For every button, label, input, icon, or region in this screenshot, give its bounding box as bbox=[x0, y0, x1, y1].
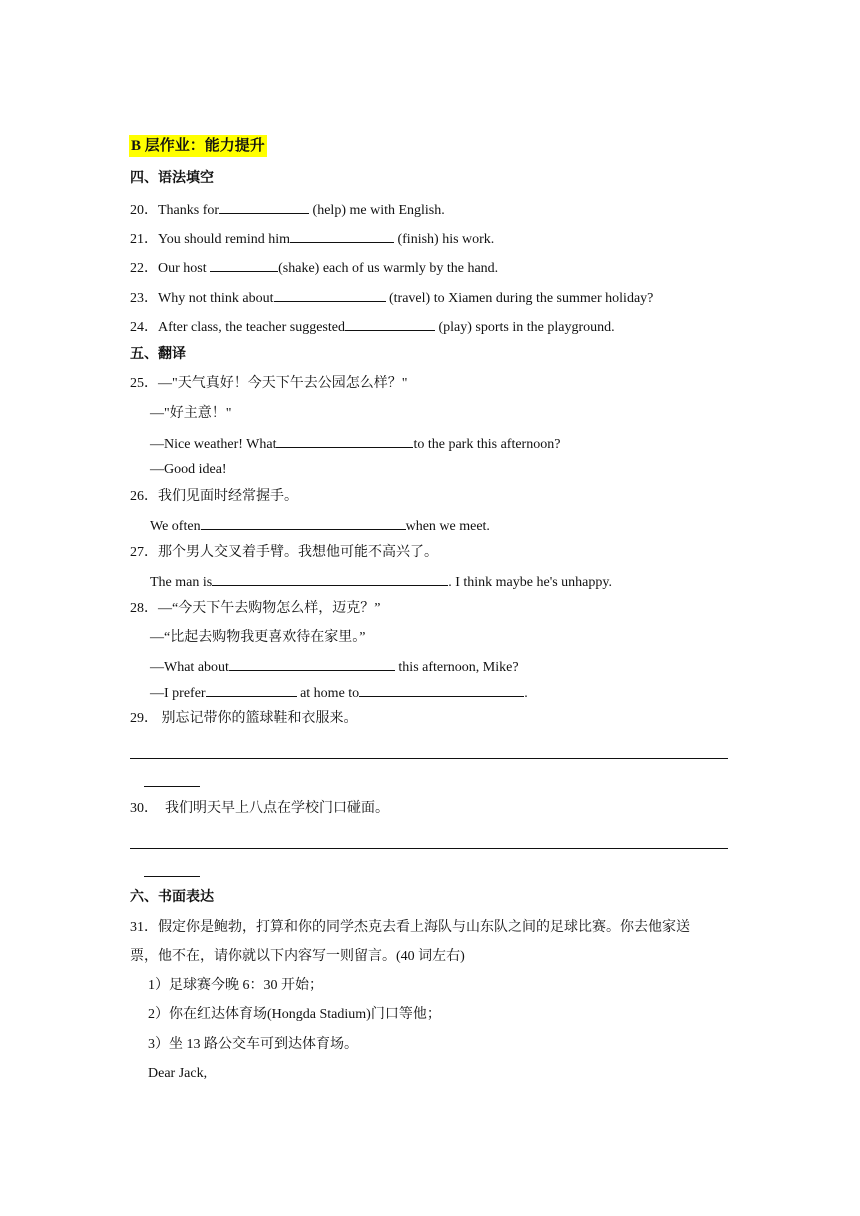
question-24 bbox=[130, 317, 615, 337]
answer-blank[interactable] bbox=[229, 657, 395, 671]
question-number: 22． bbox=[130, 261, 158, 276]
writing-point-1: 1）足球赛今晚 6：30 开始； bbox=[148, 978, 323, 993]
question-number: 24． bbox=[130, 320, 158, 335]
question-text: (travel) to Xiamen during the summer holiday? bbox=[385, 291, 654, 306]
answer-line[interactable] bbox=[144, 876, 200, 877]
question-text: 别忘记带你的篮球鞋和衣服来。 bbox=[158, 711, 358, 726]
question-number: 30． bbox=[130, 801, 158, 816]
question-26-cn bbox=[130, 488, 298, 506]
question-27-cn bbox=[130, 544, 438, 562]
question-28-cn-reply: —“比起去购物我更喜欢待在家里。” bbox=[150, 630, 366, 645]
question-26-en bbox=[150, 516, 490, 536]
question-22 bbox=[130, 258, 498, 278]
question-27-en bbox=[150, 572, 612, 592]
question-text: —Nice weather! What bbox=[150, 437, 277, 452]
question-text: The man is bbox=[150, 575, 213, 590]
question-text: 我们明天早上八点在学校门口碰面。 bbox=[158, 801, 389, 816]
answer-line[interactable] bbox=[144, 786, 200, 787]
question-31-line1 bbox=[130, 919, 690, 937]
section-title: B 层作业：能力提升 bbox=[129, 135, 267, 157]
question-text: Our host bbox=[158, 261, 211, 276]
question-31-line2: 票，他不在，请你就以下内容写一则留言。(40 词左右) bbox=[130, 949, 465, 964]
question-text: (help) me with English. bbox=[309, 203, 445, 218]
question-number: 26． bbox=[130, 489, 158, 504]
answer-blank[interactable] bbox=[201, 516, 406, 530]
question-number: 31． bbox=[130, 920, 158, 935]
question-text: —"天气真好！今天下午去公园怎么样？" bbox=[158, 376, 408, 391]
question-number: 29． bbox=[130, 711, 158, 726]
question-29-cn bbox=[130, 710, 358, 728]
question-text: —What about bbox=[150, 660, 229, 675]
answer-blank[interactable] bbox=[345, 317, 435, 331]
question-text: . bbox=[524, 686, 528, 701]
question-text: Thanks for bbox=[158, 203, 220, 218]
letter-greeting: Dear Jack, bbox=[148, 1066, 208, 1081]
question-number: 23． bbox=[130, 291, 158, 306]
question-text: —I prefer bbox=[150, 686, 206, 701]
question-text: when we meet. bbox=[405, 519, 490, 534]
question-25-cn bbox=[130, 375, 407, 393]
question-text: . I think maybe he's unhappy. bbox=[448, 575, 612, 590]
question-text: this afternoon, Mike? bbox=[394, 660, 519, 675]
answer-line[interactable] bbox=[130, 848, 728, 849]
writing-point-2: 2）你在红达体育场(Hongda Stadium)门口等他； bbox=[148, 1007, 441, 1022]
answer-blank[interactable] bbox=[276, 434, 413, 448]
question-text: Why not think about bbox=[158, 291, 274, 306]
question-text: We often bbox=[150, 519, 201, 534]
answer-blank[interactable] bbox=[212, 572, 448, 586]
question-text: After class, the teacher suggested bbox=[158, 320, 345, 335]
question-23 bbox=[130, 288, 653, 308]
question-28-en bbox=[150, 657, 519, 677]
question-text: —“今天下午去购物怎么样，迈克？” bbox=[158, 601, 381, 616]
question-text: (play) sports in the playground. bbox=[434, 320, 615, 335]
writing-point-3: 3）坐 13 路公交车可到达体育场。 bbox=[148, 1037, 358, 1052]
part4-heading: 四、语法填空 bbox=[130, 171, 214, 186]
question-text: 假定你是鲍勃，打算和你的同学杰克去看上海队与山东队之间的足球比赛。你去他家送 bbox=[158, 920, 690, 935]
answer-blank[interactable] bbox=[359, 683, 524, 697]
answer-blank[interactable] bbox=[210, 258, 278, 272]
answer-blank[interactable] bbox=[290, 229, 394, 243]
question-number: 27． bbox=[130, 545, 158, 560]
question-text: You should remind him bbox=[158, 232, 290, 247]
question-28-en-reply bbox=[150, 683, 528, 703]
answer-line[interactable] bbox=[130, 758, 728, 759]
question-text: at home to bbox=[296, 686, 360, 701]
question-text: 我们见面时经常握手。 bbox=[158, 489, 298, 504]
question-number: 28． bbox=[130, 601, 158, 616]
question-30-cn bbox=[130, 800, 389, 818]
question-20 bbox=[130, 200, 445, 220]
answer-blank[interactable] bbox=[206, 683, 297, 697]
question-25-en-reply: —Good idea! bbox=[150, 462, 227, 477]
question-21 bbox=[130, 229, 494, 249]
question-25-cn-reply: —"好主意！" bbox=[150, 406, 232, 421]
question-25-en bbox=[150, 434, 560, 454]
question-text: (shake) each of us warmly by the hand. bbox=[278, 261, 499, 276]
question-28-cn bbox=[130, 600, 380, 618]
question-number: 25． bbox=[130, 376, 158, 391]
question-number: 20． bbox=[130, 203, 158, 218]
question-number: 21． bbox=[130, 232, 158, 247]
question-text: to the park this afternoon? bbox=[413, 437, 561, 452]
question-text: 那个男人交叉着手臂。我想他可能不高兴了。 bbox=[158, 545, 438, 560]
part6-heading: 六、书面表达 bbox=[130, 890, 214, 905]
answer-blank[interactable] bbox=[219, 200, 309, 214]
part5-heading: 五、翻译 bbox=[130, 347, 186, 362]
answer-blank[interactable] bbox=[274, 288, 386, 302]
question-text: (finish) his work. bbox=[393, 232, 495, 247]
